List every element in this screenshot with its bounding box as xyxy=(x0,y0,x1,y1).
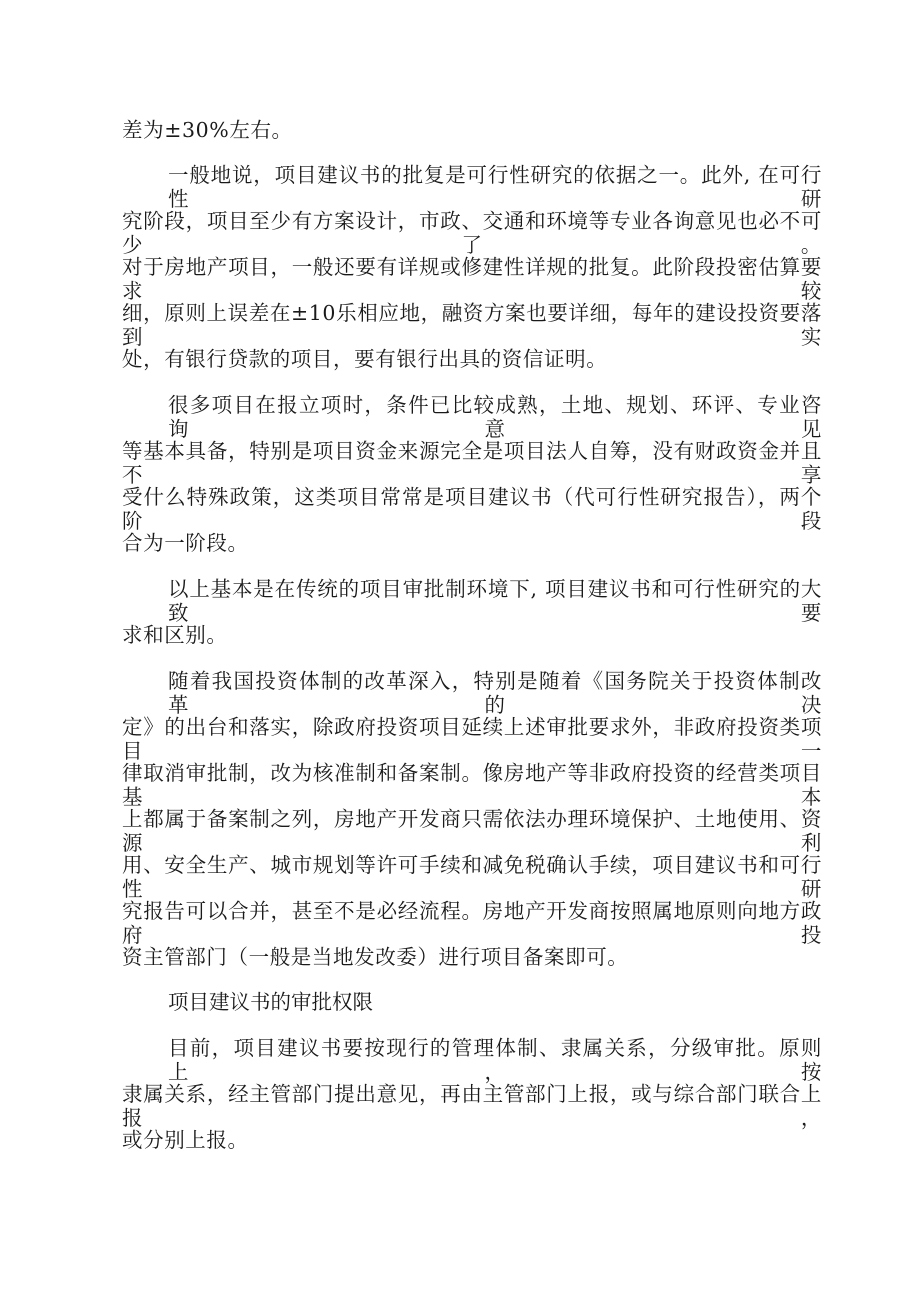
text-line: 究阶段，项目至少有方案设计，市政、交通和环境等专业各询意见也必不可少了。 xyxy=(122,209,822,257)
text-line: 或分别上报。 xyxy=(122,1128,249,1152)
text-line: 求和区别。 xyxy=(122,623,228,647)
text-line: 等基本具备，特别是项目资金来源完全是项目法人自筹，没有财政资金并且不享 xyxy=(122,439,822,487)
text-line: 对于房地产项目，一般还要有详规或修建性详规的批复。此阶段投密估算要求较 xyxy=(122,255,822,303)
text-line: 以上基本是在传统的项目审批制环境下, 项目建议书和可行性研究的大致要 xyxy=(168,577,822,625)
text-line: 究报告可以合并，甚至不是必经流程。房地产开发商按照属地原则向地方政府投 xyxy=(122,899,822,947)
text-line: 很多项目在报立项时，条件已比较成熟，土地、规划、环评、专业咨询意见 xyxy=(168,393,822,441)
text-line: 受什么特殊政策，这类项目常常是项目建议书（代可行性研究报告），两个阶段 xyxy=(122,485,822,533)
text-line: 定》的出台和落实，除政府投资项目延续上述审批要求外，非政府投资类项目一 xyxy=(122,715,822,763)
text-line: 目前，项目建议书要按现行的管理体制、隶属关系，分级审批。原则上，按 xyxy=(168,1036,822,1084)
text-line: 一般地说，项目建议书的批复是可行性研究的依据之一。此外, 在可行性研 xyxy=(168,163,822,211)
text-line: 律取消审批制，改为核准制和备案制。像房地产等非政府投资的经营类项目基本 xyxy=(122,761,822,809)
text-line: 上都属于备案制之列，房地产开发商只需依法办理环境保护、土地使用、资源利 xyxy=(122,807,822,855)
text-line: 用、安全生产、城市规划等许可手续和减免税确认手续，项目建议书和可行性研 xyxy=(122,853,822,901)
text-line: 资主管部门（一般是当地发改委）进行项目备案即可。 xyxy=(122,945,629,969)
text-line: 合为一阶段。 xyxy=(122,531,249,555)
text-line: 隶属关系，经主管部门提出意见，再由主管部门上报，或与综合部门联合上报， xyxy=(122,1082,822,1130)
section-heading: 项目建议书的审批权限 xyxy=(168,990,373,1014)
text-line: 差为±30%左右。 xyxy=(122,118,293,142)
text-line: 处，有银行贷款的项目，要有银行出具的资信证明。 xyxy=(122,347,608,371)
text-line: 随着我国投资体制的改革深入，特别是随着《国务院关于投资体制改革的决 xyxy=(168,669,822,717)
text-line: 细，原则上误差在±10乐相应地，融资方案也要详细，每年的建设投资要落到实 xyxy=(122,301,822,349)
